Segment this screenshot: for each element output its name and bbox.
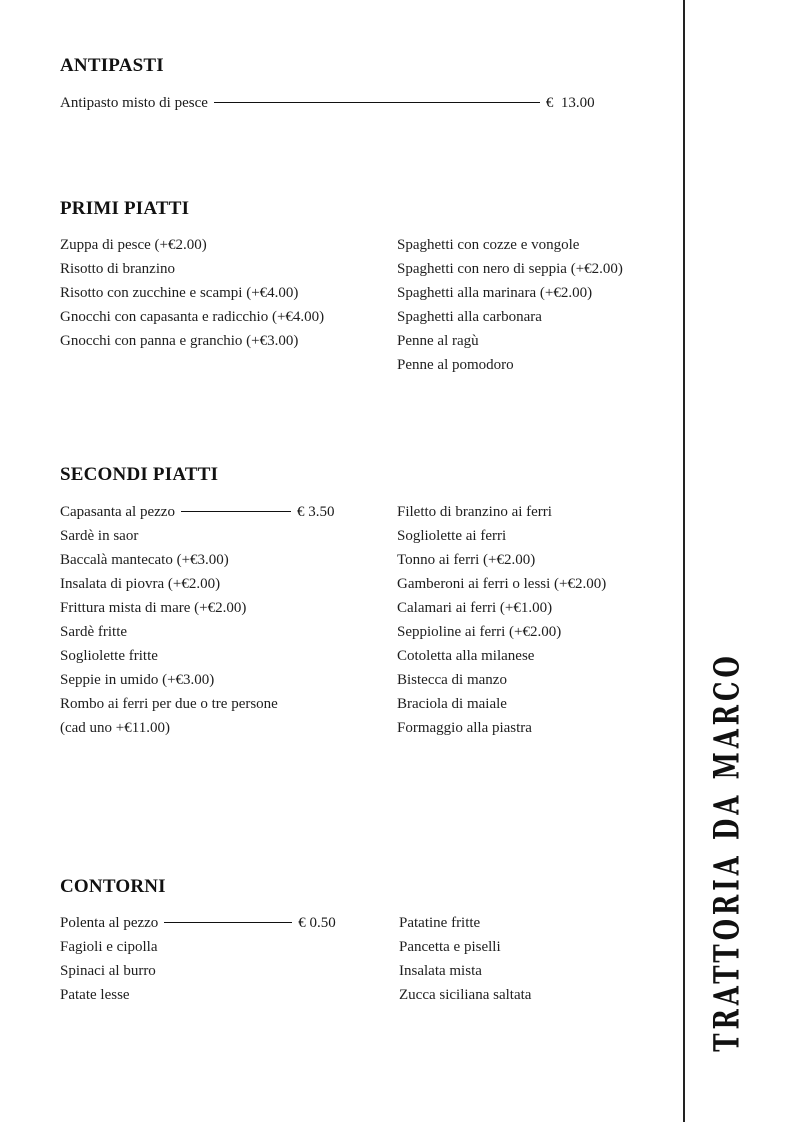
menu-item: Sardè in saor [60, 528, 139, 544]
menu-item-priced [60, 911, 336, 935]
menu-item: Sardè fritte [60, 624, 128, 640]
restaurant-name [707, 596, 748, 1108]
leader-line [164, 922, 292, 923]
menu-item: Tonno ai ferri (+€2.00) [397, 552, 536, 568]
menu-item: Frittura mista di mare (+€2.00) [60, 600, 247, 616]
menu-item: Gnocchi con capasanta e radicchio (+€4.00) [60, 309, 325, 325]
leader-line [214, 102, 540, 103]
item-price: € 3.50 [296, 504, 335, 520]
menu-item: Seppioline ai ferri (+€2.00) [397, 624, 562, 640]
item-price: € 13.00 [545, 95, 595, 111]
menu-item: Patate lesse [60, 987, 130, 1003]
menu-item: Cotoletta alla milanese [397, 648, 535, 664]
menu-item: Formaggio alla piastra [397, 720, 532, 736]
menu-item: Insalata di piovra (+€2.00) [60, 576, 221, 592]
menu-item: Spaghetti alla marinara (+€2.00) [397, 285, 593, 301]
menu-item: Fagioli e cipolla [60, 939, 158, 955]
menu-item: Spaghetti alla carbonara [397, 309, 542, 325]
menu-item: Baccalà mantecato (+€3.00) [60, 552, 229, 568]
menu-item: Calamari ai ferri (+€1.00) [397, 600, 553, 616]
section-title-antipasti: ANTIPASTI [60, 55, 164, 76]
menu-item: Filetto di branzino ai ferri [397, 504, 552, 520]
menu-item: Penne al pomodoro [397, 357, 514, 373]
vertical-divider [683, 0, 685, 1122]
item-name: Polenta al pezzo [60, 915, 159, 931]
menu-item-priced [60, 91, 595, 115]
menu-item: Bistecca di manzo [397, 672, 507, 688]
menu-item: Zuppa di pesce (+€2.00) [60, 237, 207, 253]
menu-item: Spinaci al burro [60, 963, 156, 979]
item-price: € 0.50 [298, 915, 336, 931]
menu-item: Spaghetti con nero di seppia (+€2.00) [397, 261, 623, 277]
menu-item: Sogliolette fritte [60, 648, 158, 664]
item-name: Antipasto misto di pesce [60, 95, 208, 111]
menu-item: Gnocchi con panna e granchio (+€3.00) [60, 333, 299, 349]
menu-item-priced [60, 500, 334, 524]
menu-item: Zucca siciliana saltata [399, 987, 532, 1003]
section-title-primi: PRIMI PIATTI [60, 198, 190, 219]
menu-item: Pancetta e piselli [399, 939, 501, 955]
menu-item: Risotto di branzino [60, 261, 175, 277]
menu-item: Risotto con zucchine e scampi (+€4.00) [60, 285, 299, 301]
menu-item: Gamberoni ai ferri o lessi (+€2.00) [397, 576, 607, 592]
item-name: Capasanta al pezzo [60, 504, 175, 520]
menu-item: Penne al ragù [397, 333, 479, 349]
menu-item: Insalata mista [399, 963, 482, 979]
menu-item: Seppie in umido (+€3.00) [60, 672, 215, 688]
menu-item: Spaghetti con cozze e vongole [397, 237, 580, 253]
section-title-contorni: CONTORNI [60, 876, 166, 897]
section-title-secondi: SECONDI PIATTI [60, 464, 219, 485]
menu-item: (cad uno +€11.00) [60, 720, 170, 736]
menu-item: Braciola di maiale [397, 696, 507, 712]
leader-line [181, 511, 291, 512]
restaurant-name-text: TRATTORIA DA MARCO [706, 652, 748, 1052]
menu-item: Sogliolette ai ferri [397, 528, 507, 544]
menu-item: Patatine fritte [399, 915, 481, 931]
menu-item: Rombo ai ferri per due o tre persone [60, 696, 278, 712]
